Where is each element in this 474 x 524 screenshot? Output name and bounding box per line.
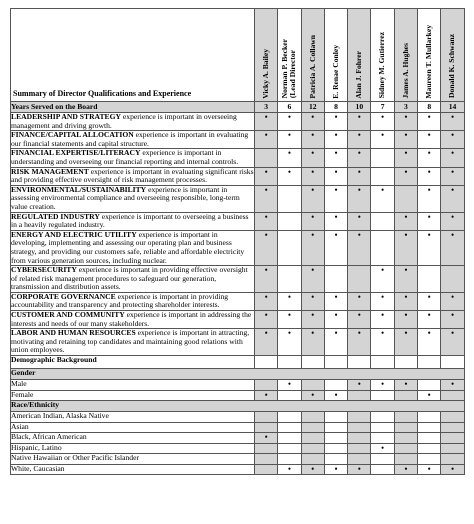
criteria-description [11,311,255,329]
qualification-mark: • [418,149,441,167]
director-header [348,9,371,102]
demographic-row [11,412,465,423]
qualification-mark: • [394,266,417,293]
qualification-mark [324,412,347,423]
qualification-mark: • [394,212,417,230]
criteria-title: REGULATED INDUSTRY [11,212,100,221]
qualification-mark: • [394,380,417,391]
qualification-mark: • [255,212,278,230]
criteria-title: LEADERSHIP AND STRATEGY [11,112,121,121]
qualification-mark: • [348,185,371,212]
qualification-mark [278,185,301,212]
qualification-mark [278,422,301,433]
qualification-mark: • [324,212,347,230]
criteria-description [11,292,255,310]
criteria-title: CUSTOMER AND COMMUNITY [11,310,125,320]
qualification-mark [278,230,301,265]
blank-cell [441,356,464,369]
qualification-mark [418,433,441,444]
qualification-mark [348,412,371,423]
qualification-mark: • [418,167,441,185]
criteria-row [11,212,465,230]
qualification-mark [371,230,394,265]
criteria-text: experience is important to overseeing a business in a heavily regulated industry. [11,212,249,230]
qualification-mark: • [278,464,301,475]
director-matrix-table [10,8,465,475]
qualification-mark: • [255,266,278,293]
director-name: Patricia A. Collawn [307,34,317,99]
demographic-row [11,380,465,391]
criteria-text: experience is important in overseeing management and driving growth. [11,112,237,130]
director-name: James A. Hughes [400,42,410,99]
criteria-text: experience is important in providing effective oversight of related risk management procedures to safeguard our generation, transmission and distribution assets. [11,265,248,292]
criteria-text: experience is important in developing, implementing and assessing our operating plan and business strategy, and providing our customers safe, reliable and affordable electricity from various generation sources, including nuclear. [11,230,245,265]
qualification-mark: • [418,113,441,131]
qualification-mark: • [278,311,301,329]
qualification-mark [301,454,324,465]
criteria-text: experience is important in assessing environmental compliance and overseeing responsible, long-term value creation. [11,185,240,211]
director-name: Donald K. Schwanz [447,34,457,99]
qualification-mark: • [371,292,394,310]
qualification-mark [255,380,278,391]
qualification-mark [255,149,278,167]
qualification-mark: • [348,113,371,131]
qualification-mark: • [371,266,394,293]
demographic-label: Asian [11,422,255,433]
criteria-row [11,185,465,212]
qualification-mark: • [301,390,324,401]
criteria-title: CYBERSECURITY [11,265,77,275]
years-value: 8 [324,102,347,113]
qualification-mark: • [371,311,394,329]
qualification-mark: • [441,464,464,475]
qualification-mark [441,390,464,401]
qualification-mark: • [324,113,347,131]
qualification-mark [441,454,464,465]
criteria-description [11,113,255,131]
demographic-label: Hispanic, Latino [11,443,255,454]
qualification-mark [255,443,278,454]
qualification-mark [371,167,394,185]
qualification-mark [348,422,371,433]
qualification-mark: • [441,185,464,212]
criteria-description [11,212,255,230]
qualification-mark [324,266,347,293]
qualification-mark: • [324,131,347,149]
criteria-title: LABOR AND HUMAN RESOURCES [11,328,136,338]
blank-cell [348,356,371,369]
qualification-mark: • [301,149,324,167]
qualification-mark [324,443,347,454]
demographic-title: Demographic Background [11,356,255,369]
qualification-mark [371,433,394,444]
blank-cell [394,356,417,369]
qualification-mark: • [278,131,301,149]
blank-cell [324,356,347,369]
qualification-mark: • [441,292,464,310]
demographic-row [11,443,465,454]
blank-cell [301,356,324,369]
qualification-mark [418,454,441,465]
qualification-mark: • [441,380,464,391]
director-header [418,9,441,102]
qualification-mark [324,454,347,465]
qualification-mark: • [324,149,347,167]
qualification-mark: • [348,212,371,230]
qualification-mark: • [394,131,417,149]
qualification-mark: • [348,464,371,475]
qualification-mark [301,412,324,423]
qualification-mark: • [278,380,301,391]
years-value: 3 [255,102,278,113]
criteria-description [11,185,255,212]
demographic-row [11,422,465,433]
demographic-section-row [11,356,465,369]
qualification-mark: • [394,113,417,131]
header-row [11,9,465,102]
criteria-text: experience is important in understanding and overseeing our financial reporting and internal controls. [11,148,239,166]
qualification-mark: • [348,292,371,310]
demographic-label: Native Hawaiian or Other Pacific Islander [11,454,255,465]
qualification-mark: • [301,167,324,185]
criteria-description [11,329,255,356]
qualification-mark: • [324,311,347,329]
criteria-row [11,230,465,265]
qualification-mark: • [394,167,417,185]
qualification-mark: • [301,464,324,475]
demographic-row [11,390,465,401]
qualification-mark [418,380,441,391]
qualification-mark: • [371,131,394,149]
qualification-mark: • [348,329,371,356]
qualification-mark [301,422,324,433]
qualification-mark [278,212,301,230]
qualification-mark: • [348,380,371,391]
qualification-mark: • [324,167,347,185]
qualification-mark [278,433,301,444]
director-header [255,9,278,102]
qualification-mark: • [255,185,278,212]
qualification-mark: • [278,329,301,356]
criteria-text: experience is important in attracting, motivating and retaining top candidates and maintaining good relations with union employees. [11,328,250,355]
qualification-mark [301,443,324,454]
qualification-mark: • [255,167,278,185]
years-row [11,102,465,113]
qualification-mark [278,266,301,293]
qualification-mark: • [418,131,441,149]
qualification-mark [394,422,417,433]
qualification-mark: • [418,230,441,265]
qualification-mark [441,443,464,454]
qualification-mark [324,433,347,444]
race-label: Race/Ethnicity [11,401,465,412]
qualification-mark: • [301,329,324,356]
qualification-mark [371,212,394,230]
qualification-mark: • [441,113,464,131]
qualification-mark: • [324,464,347,475]
qualification-mark [394,412,417,423]
blank-cell [371,356,394,369]
criteria-row [11,149,465,167]
director-name: Vicky A. Bailey [260,48,270,99]
qualification-mark: • [278,292,301,310]
qualification-mark [301,433,324,444]
qualification-mark [255,422,278,433]
qualification-mark [394,433,417,444]
qualification-mark: • [278,149,301,167]
qualification-mark: • [348,149,371,167]
qualification-mark: • [301,113,324,131]
criteria-title: FINANCIAL EXPERTISE/LITERACY [11,148,141,158]
years-label: Years Served on the Board [11,102,255,113]
qualification-mark: • [371,329,394,356]
qualification-mark [278,412,301,423]
demographic-label: Male [11,380,255,391]
director-name: Alan J. Fohrer [354,50,364,99]
qualification-mark: • [255,113,278,131]
criteria-text: experience is important in addressing the interests and needs of our many stakeholders. [11,310,252,328]
qualification-mark: • [394,329,417,356]
years-value: 14 [441,102,464,113]
qualification-mark: • [301,230,324,265]
qualification-mark [348,390,371,401]
criteria-title: RISK MANAGEMENT [11,167,89,176]
demographic-row [11,464,465,475]
qualification-mark [441,266,464,293]
gender-header-row [11,369,465,380]
qualification-mark [418,443,441,454]
qualification-mark: • [394,292,417,310]
criteria-text: experience is important in evaluating significant risks and providing effective oversight of risk management processes. [11,167,254,185]
qualification-mark: • [348,131,371,149]
qualification-mark [301,380,324,391]
qualification-mark: • [301,292,324,310]
years-value: 10 [348,102,371,113]
criteria-title: ENERGY AND ELECTRIC UTILITY [11,230,137,239]
director-header [324,9,347,102]
qualification-mark: • [255,329,278,356]
criteria-row [11,266,465,293]
criteria-row [11,329,465,356]
table-title: Summary of Director Qualifications and Experience [11,9,255,102]
years-value: 7 [371,102,394,113]
qualification-mark: • [255,292,278,310]
qualification-mark [278,390,301,401]
qualification-mark: • [301,131,324,149]
qualification-mark [371,149,394,167]
criteria-row [11,311,465,329]
criteria-title: CORPORATE GOVERNANCE [11,292,116,301]
qualification-mark: • [418,212,441,230]
qualification-mark: • [394,464,417,475]
director-header [371,9,394,102]
qualification-mark: • [418,329,441,356]
qualification-mark [441,433,464,444]
criteria-title: FINANCE/CAPITAL ALLOCATION [11,130,134,140]
qualification-mark [418,422,441,433]
qualification-mark [324,422,347,433]
qualification-mark: • [255,230,278,265]
qualification-mark [371,464,394,475]
qualification-mark: • [348,311,371,329]
criteria-text: experience is important in evaluating our financial statements and capital structure. [11,130,249,148]
qualification-mark [394,443,417,454]
qualification-mark [255,412,278,423]
qualification-mark [441,422,464,433]
qualification-mark [418,412,441,423]
qualification-mark: • [301,185,324,212]
demographic-label: American Indian, Alaska Native [11,412,255,423]
blank-cell [418,356,441,369]
qualification-mark [348,454,371,465]
qualification-mark: • [255,311,278,329]
director-header [278,9,301,102]
qualification-mark: • [418,464,441,475]
qualification-mark: • [441,311,464,329]
qualification-mark: • [418,311,441,329]
director-name: Norman P. Becker [280,39,290,99]
criteria-description [11,149,255,167]
qualification-mark: • [418,185,441,212]
qualification-mark: • [324,329,347,356]
qualification-mark: • [371,380,394,391]
director-header [441,9,464,102]
criteria-text: experience is important in providing accountability and transparency and protecting shareholder interests. [11,292,229,310]
qualification-mark: • [441,149,464,167]
qualification-mark [371,422,394,433]
qualification-mark: • [418,390,441,401]
qualification-mark: • [324,230,347,265]
qualification-mark [394,185,417,212]
qualification-mark: • [348,167,371,185]
director-name: Maureen T. Mullarkey [424,24,434,99]
qualification-mark: • [371,113,394,131]
qualification-mark [371,390,394,401]
qualification-mark: • [441,131,464,149]
blank-cell [278,356,301,369]
qualification-mark [394,454,417,465]
director-header [301,9,324,102]
qualification-mark: • [324,292,347,310]
qualification-mark [255,454,278,465]
qualification-mark [348,433,371,444]
race-header-row [11,401,465,412]
criteria-row [11,167,465,185]
qualification-mark [348,266,371,293]
qualification-mark [324,380,347,391]
qualification-mark: • [301,266,324,293]
blank-cell [255,356,278,369]
qualification-mark [348,443,371,454]
criteria-description [11,230,255,265]
qualification-mark: • [278,167,301,185]
qualification-mark: • [255,390,278,401]
qualification-mark [418,266,441,293]
qualification-mark: • [278,113,301,131]
qualification-mark: • [371,185,394,212]
demographic-label: Female [11,390,255,401]
qualification-mark: • [418,292,441,310]
demographic-label: White, Caucasian [11,464,255,475]
qualification-mark: • [441,329,464,356]
director-name-note: (Lead Director [288,50,298,99]
qualification-mark: • [394,230,417,265]
qualification-mark [255,464,278,475]
qualification-mark: • [441,167,464,185]
qualification-mark: • [301,212,324,230]
criteria-title: ENVIRONMENTAL/SUSTAINABILITY [11,185,147,194]
qualification-mark [278,454,301,465]
qualification-mark: • [394,149,417,167]
years-value: 3 [394,102,417,113]
qualification-mark [394,390,417,401]
gender-label: Gender [11,369,465,380]
director-header [394,9,417,102]
qualification-mark: • [394,311,417,329]
qualification-mark: • [255,433,278,444]
criteria-description [11,131,255,149]
qualification-mark: • [348,230,371,265]
qualification-mark: • [324,390,347,401]
criteria-row [11,131,465,149]
director-name: Sidney M. Gutierrez [377,32,387,99]
criteria-row [11,292,465,310]
years-value: 8 [418,102,441,113]
qualification-mark [371,412,394,423]
director-name: E. Renae Conley [330,44,340,99]
demographic-row [11,454,465,465]
qualification-mark [278,443,301,454]
demographic-label: Black, African American [11,433,255,444]
qualification-mark [371,454,394,465]
criteria-description [11,167,255,185]
criteria-description [11,266,255,293]
years-value: 6 [278,102,301,113]
qualification-mark: • [301,311,324,329]
qualification-mark: • [255,131,278,149]
qualification-mark: • [371,443,394,454]
qualification-mark [441,412,464,423]
qualification-mark: • [441,230,464,265]
qualification-mark: • [441,212,464,230]
qualification-mark: • [324,185,347,212]
years-value: 12 [301,102,324,113]
demographic-row [11,433,465,444]
criteria-row [11,113,465,131]
